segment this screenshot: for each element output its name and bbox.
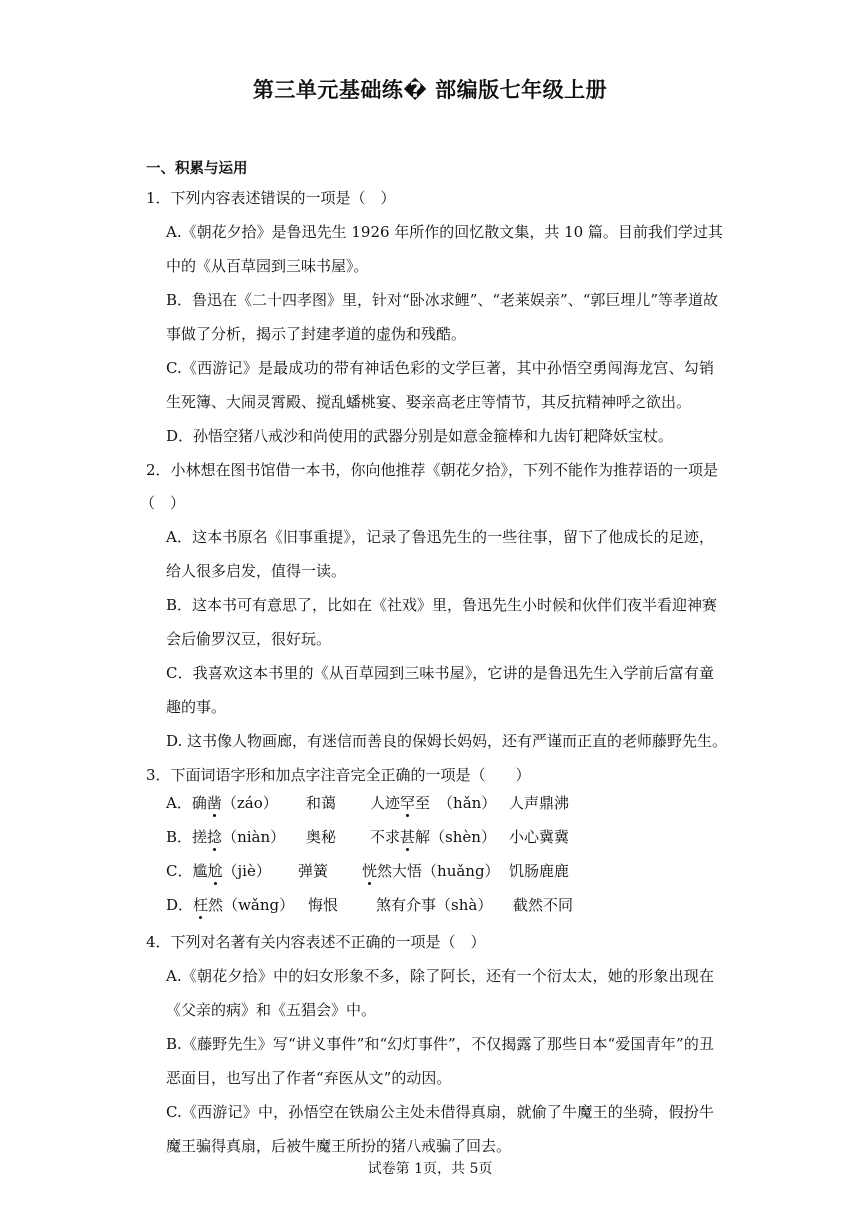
- pinyin: （hǎn）: [438, 794, 497, 812]
- question-2-option-d: D. 这书像人物画廊，有迷信而善良的保姆长妈妈，还有严谨而正直的老师藤野先生。: [166, 732, 728, 750]
- dotted-char: 罕: [400, 794, 416, 812]
- question-1-option-a: A.《朝花夕拾》是鲁迅先生 1926 年所作的回忆散文集，共 10 篇。目前我们学过其: [166, 223, 723, 241]
- dotted-char: 恍: [362, 862, 378, 880]
- question-1-option-b-cont: 事做了分析，揭示了封建孝道的虚伪和残酷。: [166, 325, 467, 343]
- word: 人声鼎沸: [509, 794, 570, 812]
- word: 煞有介事: [376, 896, 437, 914]
- pinyin: （záo）: [221, 794, 278, 812]
- word: 小心冀冀: [509, 828, 570, 846]
- word: 然大悟: [377, 862, 423, 880]
- word: 搓: [192, 828, 208, 846]
- word: 奥秘: [306, 828, 337, 846]
- word: 解: [415, 828, 431, 846]
- question-1-option-c-cont: 生死簿、大闹灵霄殿、搅乱蟠桃宴、娶亲高老庄等情节，其反抗精神呼之欲出。: [166, 393, 692, 411]
- page-footer: 试卷第 1页，共 5页: [367, 1161, 493, 1177]
- question-1-option-b: B．鲁迅在《二十四孝图》里，针对“卧冰求鲤”、“老莱娱亲”、“郭巨埋儿”等孝道故: [166, 291, 719, 309]
- question-4-option-a: A.《朝花夕拾》中的妇女形象不多，除了阿长，还有一个衍太太，她的形象出现在: [166, 967, 714, 985]
- option-label: A．: [166, 794, 192, 812]
- question-2-option-c: C．我喜欢这本书里的《从百草园到三味书屋》，它讲的是鲁迅先生入学前后富有童: [166, 664, 714, 682]
- word: 至: [415, 794, 431, 812]
- word: 和蔼: [306, 794, 337, 812]
- question-4-option-a-cont: 《父亲的病》和《五猖会》中。: [166, 1001, 377, 1019]
- question-2-option-a-cont: 给人很多启发，值得一读。: [166, 562, 347, 580]
- pinyin: （jiè）: [222, 862, 271, 880]
- question-4-option-c: C.《西游记》中，孙悟空在铁扇公主处未借得真扇，就偷了牛魔王的坐骑，假扮牛: [166, 1103, 714, 1121]
- page-title: 第三单元基础练� 部编版七年级上册: [252, 78, 608, 102]
- question-4-stem: 4．下列对名著有关内容表述不正确的一项是（ ）: [146, 933, 486, 951]
- dotted-char: 尬: [207, 862, 223, 880]
- word: 人迹: [370, 794, 401, 812]
- word: 悔恨: [308, 896, 339, 914]
- dotted-char: 捻: [207, 828, 223, 846]
- question-2-stem-cont: （ ）: [140, 494, 186, 512]
- pinyin: （shèn）: [430, 828, 496, 846]
- dotted-char: 甚: [400, 828, 416, 846]
- question-2-option-c-cont: 趣的事。: [166, 698, 227, 716]
- word: 截然不同: [513, 896, 574, 914]
- question-1-option-d: D．孙悟空猪八戒沙和尚使用的武器分别是如意金箍棒和九齿钉耙降妖宝杖。: [166, 427, 674, 445]
- question-4-option-b-cont: 恶面目，也写出了作者“弃医从文”的动因。: [166, 1069, 452, 1087]
- dotted-char: 枉: [193, 896, 209, 914]
- question-2-option-b: B．这本书可有意思了，比如在《社戏》里，鲁迅先生小时候和伙伴们夜半看迎神赛: [166, 596, 718, 614]
- pinyin: （niàn）: [222, 828, 286, 846]
- pinyin: （huǎng）: [422, 862, 500, 880]
- pinyin: （wǎng）: [223, 896, 295, 914]
- question-1-stem: 1．下列内容表述错误的一项是（ ）: [146, 189, 396, 207]
- option-label: D．: [166, 896, 194, 914]
- word: 弹簧: [298, 862, 329, 880]
- pinyin: （shà）: [436, 896, 493, 914]
- question-2-option-a: A．这本书原名《旧事重提》，记录了鲁迅先生的一些往事，留下了他成长的足迹，: [166, 528, 714, 546]
- word: 饥肠鹿鹿: [509, 862, 570, 880]
- question-3-stem: 3．下面词语字形和加点字注音完全正确的一项是（ ）: [146, 766, 531, 784]
- option-label: B．: [166, 828, 193, 846]
- question-1-option-a-cont: 中的《从百草园到三味书屋》。: [166, 257, 369, 275]
- section-heading: 一、积累与运用: [146, 161, 248, 177]
- question-2-stem: 2．小林想在图书馆借一本书，你向他推荐《朝花夕拾》，下列不能作为推荐语的一项是: [146, 461, 719, 479]
- word: 尴: [192, 862, 208, 880]
- word: 确: [191, 794, 207, 812]
- option-label: C．: [166, 862, 193, 880]
- dotted-char: 凿: [206, 794, 222, 812]
- question-1-option-c: C.《西游记》是最成功的带有神话色彩的文学巨著，其中孙悟空勇闯海龙宫、勾销: [166, 359, 714, 377]
- question-4-option-b: B.《藤野先生》写“讲义事件”和“幻灯事件”，不仅揭露了那些日本“爱国青年”的丑: [166, 1035, 714, 1053]
- word: 然: [208, 896, 224, 914]
- question-4-option-c-cont: 魔王骗得真扇，后被牛魔王所扮的猪八戒骗了回去。: [166, 1137, 512, 1155]
- word: 不求: [370, 828, 401, 846]
- question-2-option-b-cont: 会后偷罗汉豆，很好玩。: [166, 630, 332, 648]
